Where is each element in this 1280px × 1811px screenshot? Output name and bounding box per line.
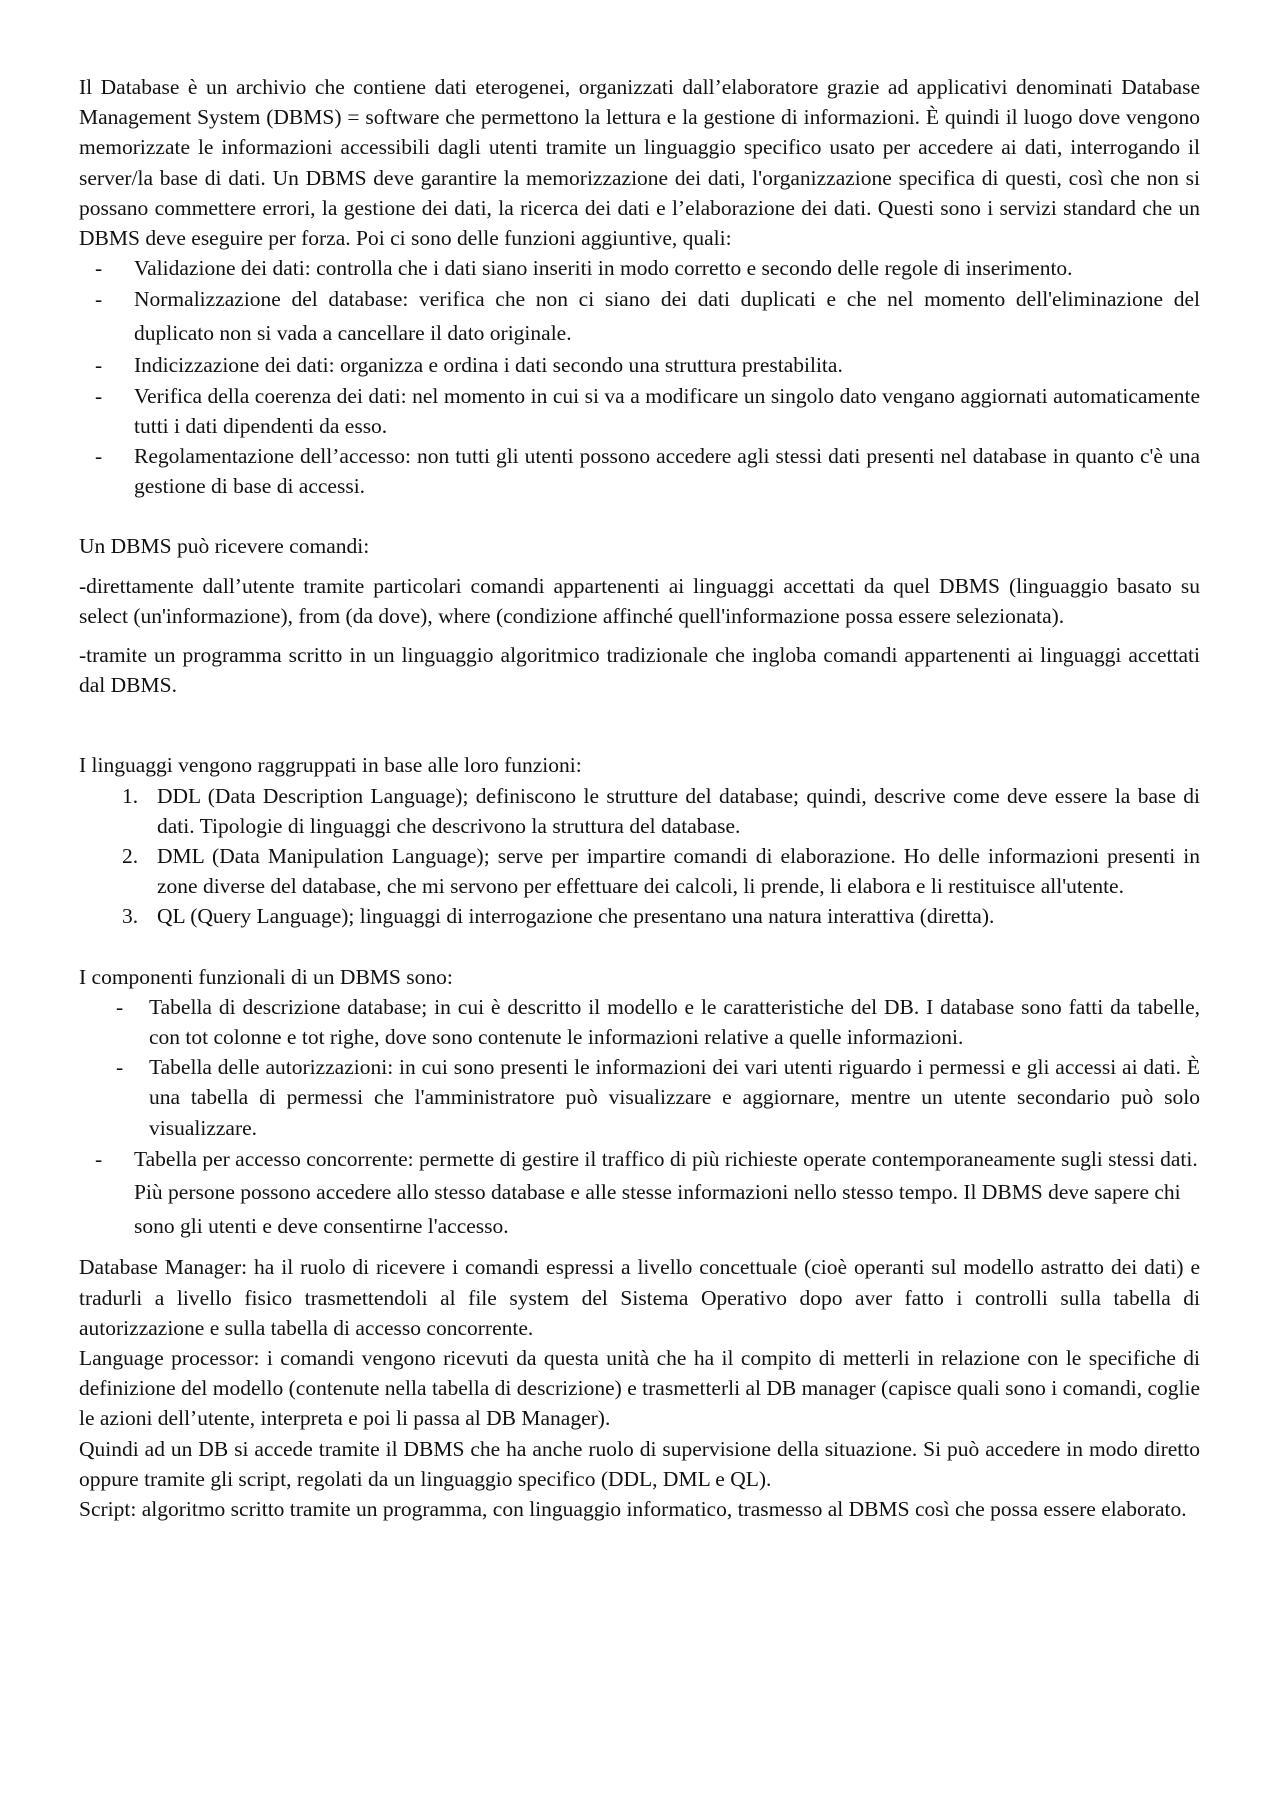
dash-bullet: - (95, 287, 103, 312)
dash-bullet: - (95, 1146, 103, 1171)
list-item: - Tabella delle autorizzazioni: in cui sono presenti le informazioni dei vari utenti riguardo i permessi e gli accessi ai dati. È una tabella di permessi che l'amministratore può visualizzare e aggiornare, mentre un utente secondario può solo visualizzare. (79, 1052, 1200, 1143)
dash-bullet: - (95, 353, 103, 378)
dash-bullet: - (95, 256, 103, 281)
list-item: - Normalizzazione del database: verifica che non ci siano dei dati duplicati e che nel momento dell'eliminazione del duplicato non si vada a cancellare il dato originale. (79, 283, 1200, 350)
commands-heading: Un DBMS può ricevere comandi: (79, 534, 370, 559)
additional-functions-list (79, 253, 1200, 501)
list-item: - Validazione dei dati: controlla che i dati siano inseriti in modo corretto e secondo delle regole di inserimento. (79, 253, 1200, 283)
script-definition-paragraph: Script: algoritmo scritto tramite un programma, con linguaggio informatico, trasmesso al DBMS così che possa essere elaborato. (79, 1497, 1187, 1522)
list-item: - Indicizzazione dei dati: organizza e ordina i dati secondo una struttura prestabilita. (79, 350, 1200, 380)
dash-bullet: - (116, 994, 124, 1019)
db-manager-paragraph: Database Manager: ha il ruolo di ricevere i comandi espressi a livello concettuale (cioè operanti sul modello astratto dei dati) e tradurli a livello fisico trasmettendoli al file system del Sistema Operativo dopo aver fatto i controlli sulla tabella di autorizzazione e sulla tabella di accesso concorrente. (79, 1255, 1200, 1340)
list-item: - Verifica della coerenza dei dati: nel momento in cui si va a modificare un singolo dato vengano aggiornati automaticamente tutti i dati dipendenti da esso. (79, 381, 1200, 441)
commands-direct-paragraph: -direttamente dall’utente tramite particolari comandi appartenenti ai linguaggi accettati da quel DBMS (linguaggio basato su select (un'informazione), from (da dove), where (condizione affinché quell'informazione possa essere selezionata). (79, 573, 1200, 628)
intro-paragraph: Il Database è un archivio che contiene dati eterogenei, organizzati dall’elaboratore grazie ad applicativi denominati Database Management System (DBMS) = software che permettono la lettura e la gestione di informazioni. È quindi il luogo dove vengono memorizzate le informazioni accessibili dagli utenti tramite un linguaggio specifico usato per accedere ai dati, interrogando il server/la base di dati. Un DBMS deve garantire la memorizzazione dei dati, l'organizzazione specifica di questi, così che non si possano commettere errori, la gestione dei dati, la ricerca dei dati e l’elaborazione dei dati. Questi sono i servizi standard che un DBMS deve eseguire per forza. Poi ci sono delle funzioni aggiuntive, quali: (79, 75, 1200, 251)
commands-program-paragraph: -tramite un programma scritto in un linguaggio algoritmico tradizionale che ingloba comandi appartenenti ai linguaggi accettati dal DBMS. (79, 643, 1200, 698)
list-item: - Tabella per accesso concorrente: permette di gestire il traffico di più richieste operate contemporaneamente sugli stessi dati. Più persone possono accedere allo stesso database e alle stesse informazioni nello stesso tempo. Il DBMS deve sapere chi sono gli utenti e deve consentirne l'accesso. (79, 1143, 1200, 1244)
components-list-continued (79, 1143, 1200, 1244)
list-item: 3. QL (Query Language); linguaggi di interrogazione che presentano una natura interattiva (diretta). (79, 901, 1200, 931)
dash-bullet: - (95, 383, 103, 408)
languages-heading: I linguaggi vengono raggruppati in base alle loro funzioni: (79, 753, 582, 778)
dash-bullet: - (116, 1055, 124, 1080)
components-list (79, 992, 1200, 1143)
languages-list (79, 781, 1200, 932)
list-item: 2. DML (Data Manipulation Language); serve per impartire comandi di elaborazione. Ho delle informazioni presenti in zone diverse del database, che mi servono per effettuare dei calcoli, li prende, li elabora e li restituisce all'utente. (79, 841, 1200, 901)
list-item: - Regolamentazione dell’accesso: non tutti gli utenti possono accedere agli stessi dati presenti nel database in quanto c'è una gestione di base di accessi. (79, 441, 1200, 501)
access-summary-paragraph: Quindi ad un DB si accede tramite il DBMS che ha anche ruolo di supervisione della situazione. Si può accedere in modo diretto oppure tramite gli script, regolati da un linguaggio specifico (DDL, DML e QL). (79, 1436, 1200, 1491)
list-number: 1. (122, 783, 139, 808)
list-number: 2. (122, 844, 139, 869)
document-page (79, 72, 1200, 1524)
language-processor-paragraph: Language processor: i comandi vengono ricevuti da questa unità che ha il compito di metterli in relazione con le specifiche di definizione del modello (contenute nella tabella di descrizione) e trasmetterli al DB manager (capisce quali sono i comandi, coglie le azioni dell’utente, interpreta e poi li passa al DB Manager). (79, 1346, 1200, 1431)
dash-bullet: - (95, 444, 103, 469)
list-number: 3. (122, 904, 139, 929)
list-item: 1. DDL (Data Description Language); definiscono le strutture del database; quindi, descrive come deve essere la base di dati. Tipologie di linguaggi che descrivono la struttura del database. (79, 781, 1200, 841)
list-item: - Tabella di descrizione database; in cui è descritto il modello e le caratteristiche del DB. I database sono fatti da tabelle, con tot colonne e tot righe, dove sono contenute le informazioni relative a quelle informazioni. (79, 992, 1200, 1052)
components-heading: I componenti funzionali di un DBMS sono: (79, 964, 453, 989)
